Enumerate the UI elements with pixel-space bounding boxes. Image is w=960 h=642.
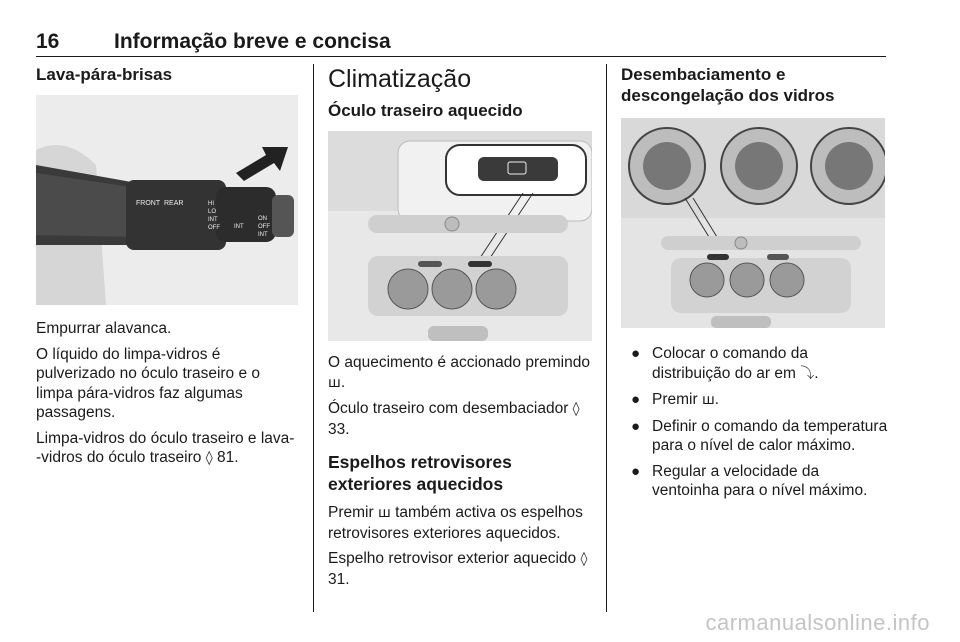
svg-text:HI: HI (208, 201, 214, 207)
column-climate (328, 64, 592, 589)
subheading-heated-mirrors: Espelhos retrovisores exteriores aquecidos (328, 452, 512, 494)
bullet-icon: ● (631, 391, 641, 408)
svg-text:ON: ON (258, 216, 267, 222)
svg-text:OFF: OFF (258, 224, 270, 230)
page-header (36, 30, 886, 57)
paragraph-mirrors-heated: Premir ꟺ também activa os espelhos retrovisores exteriores aquecidos. (328, 504, 583, 542)
page-ref-arrow-icon: ◊ (580, 551, 588, 567)
defrost-steps-list (621, 344, 889, 501)
climate-controls-figure (621, 118, 885, 328)
rear-window-button-figure (328, 131, 592, 341)
watermark: carmanualsonline.info (705, 610, 930, 635)
bullet-icon: ● (631, 345, 641, 362)
paragraph-push-lever: Empurrar alavanca. (36, 320, 172, 337)
list-item: ● Colocar o comando da distribuição do ar em ⤵. (631, 345, 819, 382)
rear-defrost-icon: ꟺ (328, 374, 341, 391)
section-heading-washer: Lava-pára-brisas (36, 65, 173, 84)
list-item: ● Regular a velocidade da ventoinha para o nível máximo. (631, 462, 868, 499)
svg-text:INT: INT (208, 217, 218, 223)
page-number: 16 (36, 30, 60, 53)
subheading-heated-rear-window: Óculo traseiro aquecido (328, 101, 523, 120)
svg-text:OFF: OFF (208, 225, 220, 231)
svg-text:INT: INT (258, 232, 268, 238)
bullet-icon: ● (631, 417, 641, 435)
paragraph-washer-fluid: O líquido do limpa-vidros é pulverizado no óculo traseiro e o limpa pára-vidros faz algumas passagens. (36, 345, 261, 421)
svg-text:LO: LO (208, 209, 217, 215)
rear-defrost-icon: ꟺ (377, 505, 391, 521)
column-divider-2 (606, 64, 607, 612)
column-washer (36, 64, 298, 469)
paragraph-mirror-ref: Espelho retrovisor exterior aquecido ◊ 31. (328, 550, 588, 588)
section-heading-defrost: Desembaciamento e descongelação dos vidros (621, 65, 835, 105)
section-title-climate: Climatização (328, 65, 472, 93)
svg-text:FRONT: FRONT (136, 200, 161, 207)
list-item: ● Definir o comando da temperatura para o nível de calor máximo. (631, 417, 888, 454)
page-ref-link[interactable]: 81. (216, 449, 239, 466)
paragraph-heating-activated: O aquecimento é accionado premindo ꟺ. (328, 354, 590, 391)
page-title: Informação breve e concisa (114, 30, 391, 53)
windscreen-air-distribution-icon: ⤵ (800, 365, 815, 382)
column-divider-1 (313, 64, 314, 612)
page-ref-arrow-icon: ◊ (572, 401, 580, 417)
page-ref-link[interactable]: 33. (328, 420, 350, 438)
page-ref-arrow-icon: ◊ (205, 450, 213, 466)
paragraph-rear-wiper-ref: Limpa-vidros do óculo traseiro e lava--vidros do óculo traseiro ◊ 81. (36, 429, 295, 466)
svg-text:INT: INT (234, 224, 244, 230)
paragraph-rear-window-ref: Óculo traseiro com desembaciador ◊ 33. (328, 400, 580, 438)
page-ref-link[interactable]: 31. (328, 570, 350, 588)
defrost-icon: ꟺ (701, 392, 715, 408)
column-defrost (621, 64, 889, 507)
wiper-lever-figure (36, 95, 298, 305)
list-item: ● Premir ꟺ. (631, 391, 720, 408)
bullet-icon: ● (631, 462, 641, 480)
svg-text:REAR: REAR (164, 200, 184, 207)
